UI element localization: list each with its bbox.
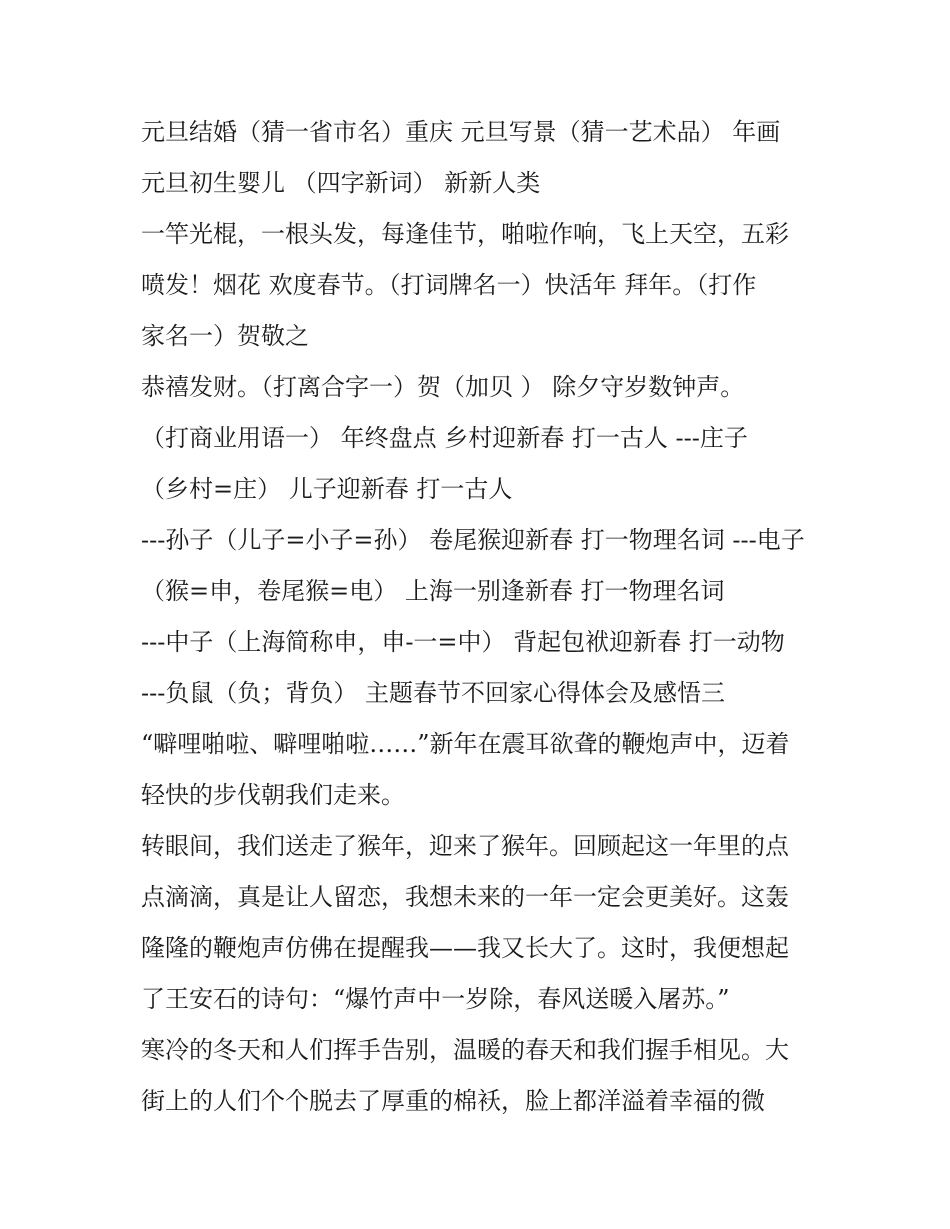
- text-line: （乡村=庄） 儿子迎新春 打一古人: [141, 475, 513, 503]
- text-line: ---中子（上海简称申，申-一=中） 背起包袱迎新春 打一动物: [141, 628, 785, 656]
- body-text: [141, 107, 831, 1127]
- text-line: 寒冷的冬天和人们挥手告别，温暖的春天和我们握手相见。大: [141, 1036, 789, 1064]
- text-line: 隆隆的鞭炮声仿佛在提醒我——我又长大了。这时，我便想起: [141, 934, 789, 962]
- text-line: 一竿光棍，一根头发，每逢佳节，啪啦作响，飞上天空，五彩: [141, 220, 789, 248]
- text-line: 恭禧发财。（打离合字一）贺（加贝 ） 除夕守岁数钟声。: [141, 373, 745, 401]
- text-line: ---孙子（儿子=小子=孙） 卷尾猴迎新春 打一物理名词 ---电子: [141, 526, 805, 554]
- text-line: 转眼间，我们送走了猴年，迎来了猴年。回顾起这一年里的点: [141, 832, 789, 860]
- text-line: 元旦初生婴儿 （四字新词） 新新人类: [141, 169, 541, 197]
- text-line: “噼哩啪啦、噼哩啪啦……”新年在震耳欲聋的鞭炮声中，迈着: [141, 730, 790, 758]
- text-line: 喷发！烟花 欢度春节。（打词牌名一）快活年 拜年。（打作: [141, 271, 757, 299]
- text-line: 家名一）贺敬之: [141, 322, 309, 350]
- text-line: 了王安石的诗句：“爆竹声中一岁除，春风送暖入屠苏。”: [141, 985, 730, 1013]
- text-line: 街上的人们个个脱去了厚重的棉袄，脸上都洋溢着幸福的微: [141, 1087, 765, 1115]
- text-line: 点滴滴，真是让人留恋，我想未来的一年一定会更美好。这轰: [141, 883, 789, 911]
- text-line: （打商业用语一） 年终盘点 乡村迎新春 打一古人 ---庄子: [141, 424, 748, 452]
- text-line: （猴=申，卷尾猴=电） 上海一别逢新春 打一物理名词: [141, 577, 725, 605]
- text-line: ---负鼠（负；背负） 主题春节不回家心得体会及感悟三: [141, 679, 725, 707]
- text-line: 轻快的步伐朝我们走来。: [141, 781, 405, 809]
- text-line: 元旦结婚（猜一省市名）重庆 元旦写景（猜一艺术品） 年画: [141, 118, 781, 146]
